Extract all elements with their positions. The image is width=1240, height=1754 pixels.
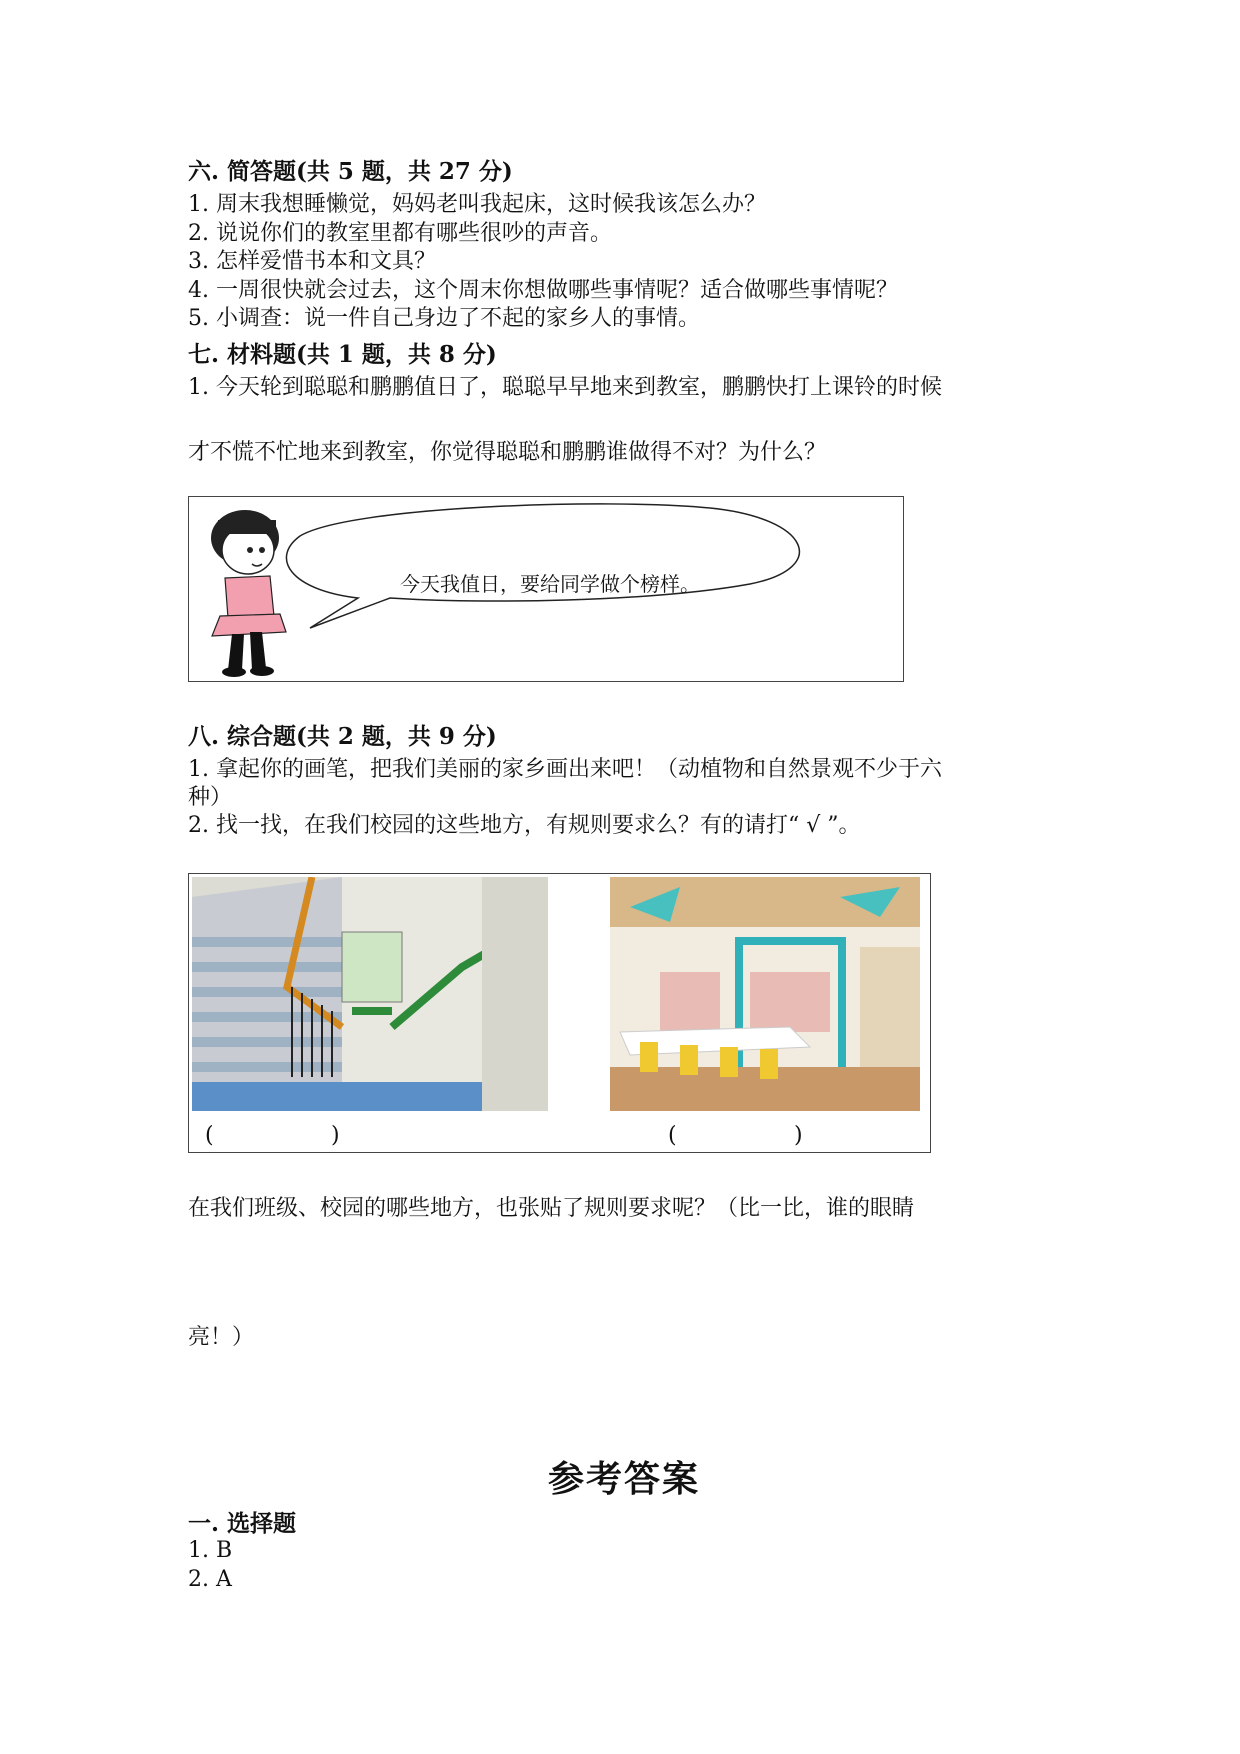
section6-item-5: 5. 小调查：说一件自己身边了不起的家乡人的事情。 <box>188 306 700 331</box>
library-photo <box>610 877 920 1111</box>
section6-item-4: 4. 一周很快就会过去，这个周末你想做哪些事情呢？适合做哪些事情呢？ <box>188 278 898 303</box>
section7-heading: 七. 材料题(共 1 题，共 8 分) <box>188 341 497 368</box>
section8-q1-line1: 1. 拿起你的画笔，把我们美丽的家乡画出来吧！（动植物和自然景观不少于六 <box>188 757 942 782</box>
answers-title: 参考答案 <box>548 1458 701 1500</box>
answer-paren-left-open: ( <box>205 1123 214 1148</box>
section8-followup-line2: 亮！） <box>188 1325 255 1350</box>
speech-bubble <box>286 504 799 628</box>
section8-heading: 八. 综合题(共 2 题，共 9 分) <box>188 723 497 750</box>
answer-paren-right-close: ) <box>794 1123 803 1148</box>
section6-heading: 六. 简答题(共 5 题，共 27 分) <box>188 158 513 185</box>
section8-followup-line1: 在我们班级、校园的哪些地方，也张贴了规则要求呢？（比一比，谁的眼睛 <box>188 1196 915 1221</box>
answer-item-2: 2. A <box>188 1567 232 1592</box>
staircase-photo <box>192 877 548 1111</box>
answer-paren-left-close: ) <box>331 1123 340 1148</box>
section7-q1-line2: 才不慌不忙地来到教室，你觉得聪聪和鹏鹏谁做得不对？为什么？ <box>188 440 827 465</box>
answer-item-1: 1. B <box>188 1538 233 1563</box>
section6-item-2: 2. 说说你们的教室里都有哪些很吵的声音。 <box>188 221 612 246</box>
section8-q1-line2: 种） <box>188 785 233 810</box>
girl-cartoon-icon <box>211 510 286 677</box>
answer-paren-right-open: ( <box>668 1123 677 1148</box>
section8-q2: 2. 找一找，在我们校园的这些地方，有规则要求么？有的请打“ √ ”。 <box>188 813 861 838</box>
section7-q1-line1: 1. 今天轮到聪聪和鹏鹏值日了，聪聪早早地来到教室，鹏鹏快打上课铃的时候 <box>188 375 942 400</box>
section6-item-1: 1. 周末我想睡懒觉，妈妈老叫我起床，这时候我该怎么办？ <box>188 192 766 217</box>
speech-bubble-text: 今天我值日，要给同学做个榜样。 <box>400 572 700 596</box>
section6-item-3: 3. 怎样爱惜书本和文具？ <box>188 249 436 274</box>
answers-section1-heading: 一. 选择题 <box>188 1510 297 1537</box>
